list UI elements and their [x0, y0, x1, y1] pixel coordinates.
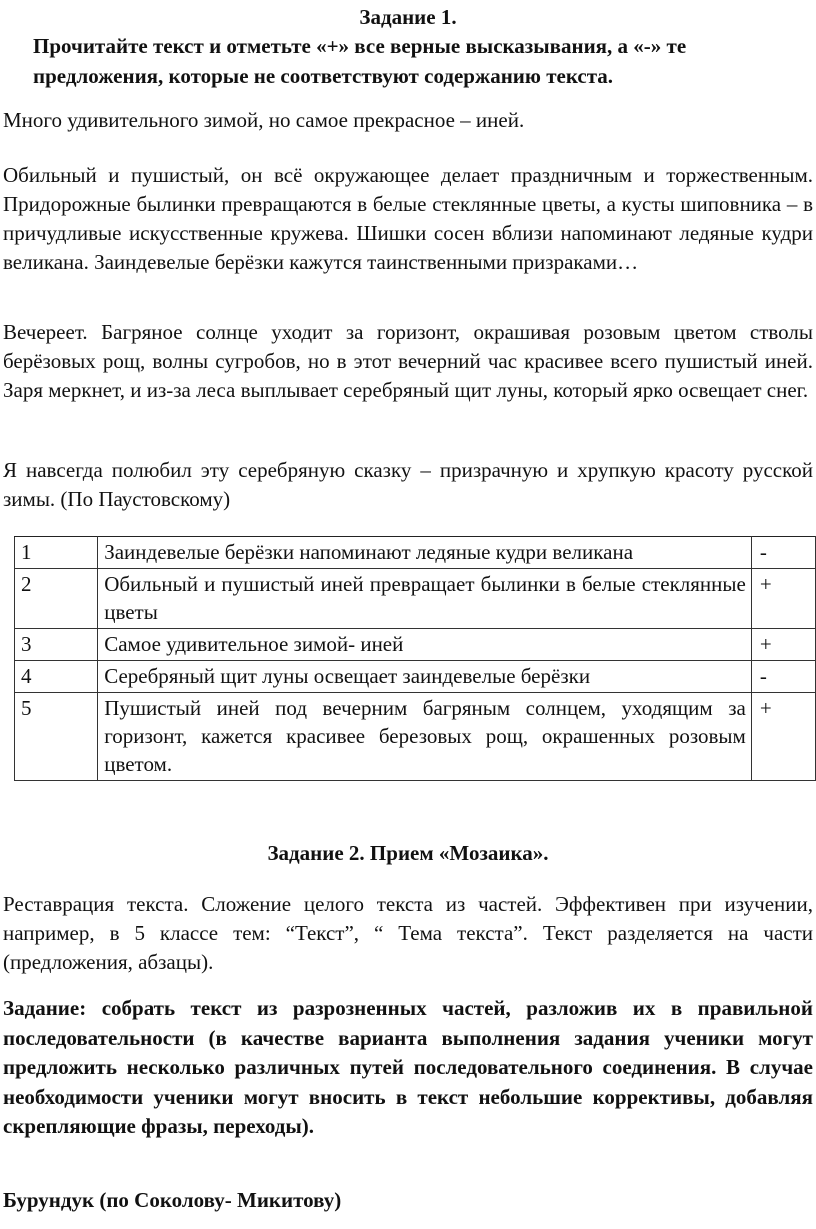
row-statement: Обильный и пушистый иней превращает былинки в белые стеклянные цветы: [98, 569, 752, 629]
row-mark: +: [751, 693, 815, 781]
row-number: 5: [15, 693, 98, 781]
text-paragraph-2: Обильный и пушистый, он всё окружающее делает праздничным и торжественным. Придорожные былинки превращаются в белые стеклянные цветы, а кусты шиповника – в причудливые искусственные кружева. Шишки сосен вблизи напоминают ледяные кудри великана. Заиндевелые берёзки кажутся таинственными призраками…: [3, 163, 813, 274]
table-row: [15, 629, 816, 661]
row-mark: -: [751, 661, 815, 693]
table-row: [15, 661, 816, 693]
row-number: 2: [15, 569, 98, 629]
task2-title: Задание 2. Прием «Мозаика».: [267, 841, 549, 865]
task1-title: Задание 1.: [359, 5, 457, 29]
text-paragraph-4: Я навсегда полюбил эту серебряную сказку – призрачную и хрупкую красоту русской зимы. (По Паустовскому): [3, 458, 813, 511]
row-statement: Самое удивительное зимой- иней: [98, 629, 752, 661]
row-mark: -: [751, 537, 815, 569]
row-number: 1: [15, 537, 98, 569]
row-statement: Серебряный щит луны освещает заиндевелые берёзки: [98, 661, 752, 693]
row-number: 4: [15, 661, 98, 693]
table-row: [15, 537, 816, 569]
text-title: Бурундук (по Соколову- Микитову): [3, 1188, 342, 1212]
row-number: 3: [15, 629, 98, 661]
task2-description: Реставрация текста. Сложение целого текста из частей. Эффективен при изучении, например, в 5 классе тем: “Текст”, “ Тема текста”. Текст разделяется на части (предложения, абзацы).: [3, 892, 813, 974]
row-mark: +: [751, 569, 815, 629]
task1-instruction: Прочитайте текст и отметьте «+» все верные высказывания, а «-» те предложения, которые не соответствуют содержанию текста.: [33, 34, 687, 88]
text-paragraph-3: Вечереет. Багряное солнце уходит за горизонт, окрашивая розовым цветом стволы берёзовых рощ, волны сугробов, но в этот вечерний час красивее всего пушистый иней. Заря меркнет, и из-за леса выплывает серебряный щит луны, который ярко освещает снег.: [3, 320, 813, 402]
table-row: [15, 693, 816, 781]
row-statement: Пушистый иней под вечерним багряным солнцем, уходящим за горизонт, кажется красивее березовых рощ, окрашенных розовым цветом.: [98, 693, 752, 781]
row-mark: +: [751, 629, 815, 661]
text-paragraph-1: Много удивительного зимой, но самое прекрасное – иней.: [3, 108, 525, 132]
statements-table: [14, 536, 816, 781]
table-row: [15, 569, 816, 629]
task2-assignment: Задание: собрать текст из разрозненных частей, разложив их в правильной последовательности (в качестве варианта выполнения задания ученики могут предложить несколько различных путей последовательного соединения. В случае необходимости ученики могут вносить в текст небольшие коррективы, добавляя скрепляющие фразы, переходы).: [3, 996, 813, 1139]
row-statement: Заиндевелые берёзки напоминают ледяные кудри великана: [98, 537, 752, 569]
